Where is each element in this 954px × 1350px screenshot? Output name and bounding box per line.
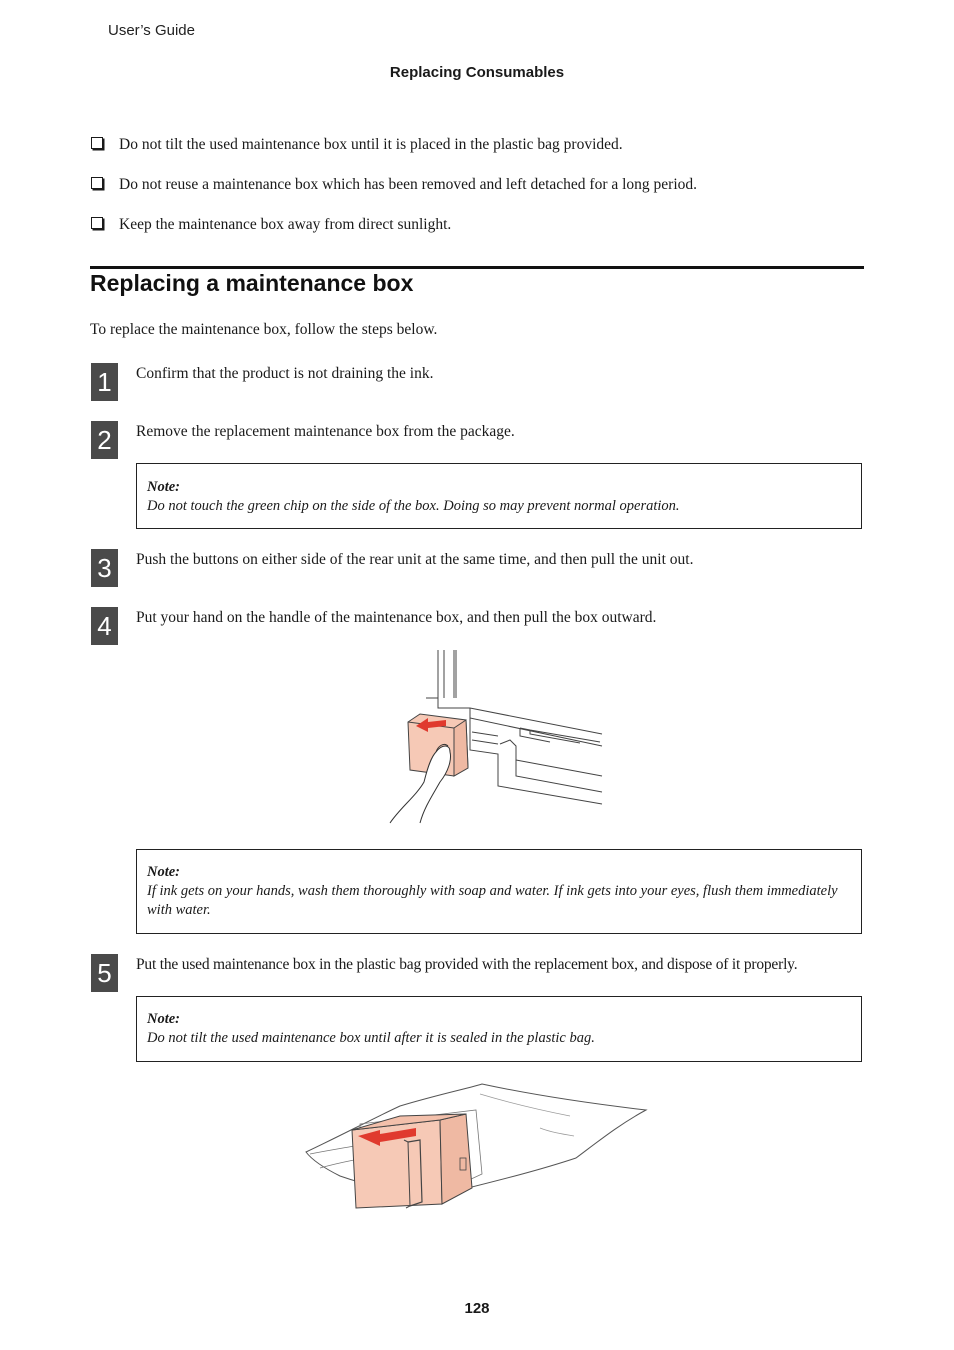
- step-number-badge: 1: [91, 363, 118, 401]
- note-label: Note:: [147, 1011, 181, 1027]
- precaution-text: Do not reuse a maintenance box which has been removed and left detached for a long period.: [119, 176, 698, 193]
- step-text: Push the buttons on either side of the rear unit at the same time, and then pull the unit out.: [136, 551, 694, 568]
- note-box: [136, 996, 862, 1062]
- running-header: User’s Guide: [108, 22, 195, 39]
- note-label: Note:: [147, 864, 181, 880]
- maintenance-box-in-bag-illustration: [300, 1080, 654, 1225]
- step-number-badge: 2: [91, 421, 118, 459]
- checkbox-bullet-icon: [91, 217, 103, 229]
- step-text: Put the used maintenance box in the plastic bag provided with the replacement box, and dispose of it properly.: [136, 956, 798, 973]
- step-text: Put your hand on the handle of the maintenance box, and then pull the box outward.: [136, 609, 657, 626]
- step-text: Remove the replacement maintenance box from the package.: [136, 423, 515, 440]
- heading-rule: [90, 266, 864, 269]
- section-header: Replacing Consumables: [389, 64, 565, 81]
- note-label: Note:: [147, 479, 181, 495]
- checkbox-bullet-icon: [91, 177, 103, 189]
- precaution-text: Do not tilt the used maintenance box until it is placed in the plastic bag provided.: [119, 136, 623, 153]
- section-heading: Replacing a maintenance box: [90, 270, 414, 296]
- precaution-item: [90, 136, 870, 154]
- checkbox-bullet-icon: [91, 137, 103, 149]
- precaution-item: [90, 216, 870, 234]
- precaution-item: [90, 176, 870, 194]
- step-number-badge: 5: [91, 954, 118, 992]
- note-box: [136, 463, 862, 529]
- step-text: Confirm that the product is not draining the ink.: [136, 365, 434, 382]
- precaution-text: Keep the maintenance box away from direct sunlight.: [119, 216, 452, 233]
- note-box: [136, 849, 862, 934]
- page-number: 128: [464, 1300, 490, 1317]
- step-number-badge: 4: [91, 607, 118, 645]
- remove-maintenance-box-illustration: [380, 648, 610, 828]
- note-text: If ink gets on your hands, wash them thoroughly with soap and water. If ink gets into your eyes, flush them immediately with water.: [147, 883, 838, 918]
- note-text: Do not tilt the used maintenance box until after it is sealed in the plastic bag.: [147, 1030, 595, 1046]
- intro-text: To replace the maintenance box, follow the steps below.: [90, 321, 438, 338]
- note-text: Do not touch the green chip on the side of the box. Doing so may prevent normal operation.: [147, 498, 680, 514]
- step-number-badge: 3: [91, 549, 118, 587]
